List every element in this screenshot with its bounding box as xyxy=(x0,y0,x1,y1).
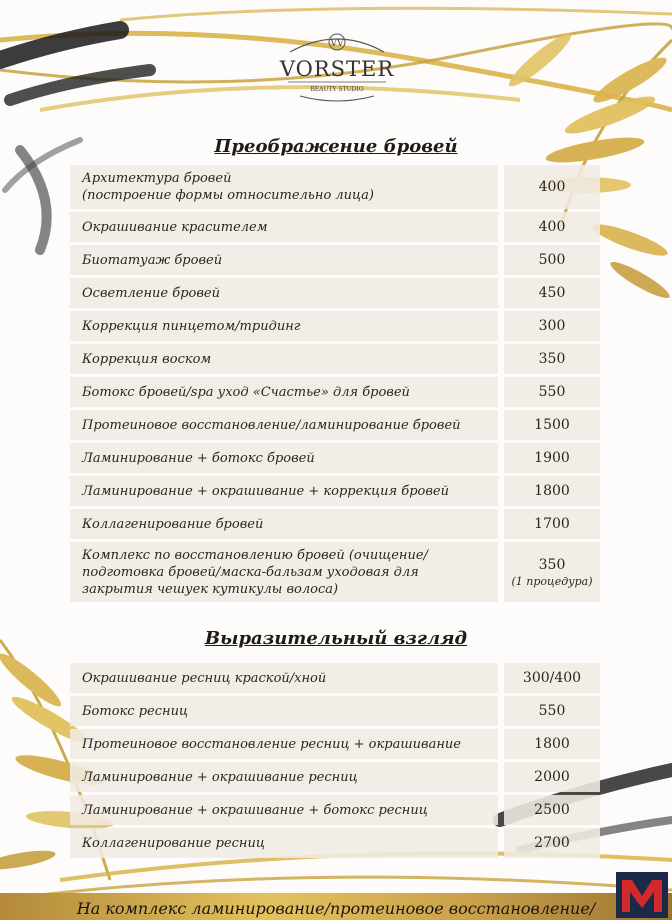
service-name: Осветление бровей xyxy=(70,278,498,308)
service-price-cell xyxy=(504,729,600,759)
price-row xyxy=(70,729,600,759)
service-name: Коррекция пинцетом/тридинг xyxy=(70,311,498,341)
service-price-cell xyxy=(504,663,600,693)
service-price-cell xyxy=(504,311,600,341)
service-price-cell xyxy=(504,476,600,506)
service-price-cell xyxy=(504,344,600,374)
price-row xyxy=(70,663,600,693)
price-row xyxy=(70,377,600,407)
price-row xyxy=(70,245,600,275)
service-price: 1900 xyxy=(534,450,570,466)
service-price-cell xyxy=(504,278,600,308)
price-row xyxy=(70,344,600,374)
service-name: Протеиновое восстановление ресниц + окрашивание xyxy=(70,729,498,759)
price-row xyxy=(70,509,600,539)
price-row xyxy=(70,795,600,825)
price-row xyxy=(70,476,600,506)
price-row xyxy=(70,311,600,341)
service-name: Комплекс по восстановлению бровей (очищение/ подготовка бровей/маска-бальзам уходовая для закрытия чешуек кутикулы волоса) xyxy=(70,542,498,602)
price-row xyxy=(70,212,600,242)
service-price-cell xyxy=(504,410,600,440)
service-price: 450 xyxy=(538,285,566,301)
service-price-cell xyxy=(504,245,600,275)
service-price: 2000 xyxy=(534,769,570,785)
service-price: 300 xyxy=(538,318,566,334)
service-price-cell xyxy=(504,443,600,473)
service-price-cell xyxy=(504,828,600,858)
service-price: 2500 xyxy=(534,802,570,818)
service-name: Окрашивание красителем xyxy=(70,212,498,242)
price-row xyxy=(70,443,600,473)
service-price: 350 xyxy=(538,351,566,367)
service-price-cell xyxy=(504,762,600,792)
service-price: 1700 xyxy=(534,516,570,532)
service-price: 400 xyxy=(538,219,566,235)
service-price-cell xyxy=(504,377,600,407)
service-price: 400 xyxy=(538,179,566,195)
price-row xyxy=(70,542,600,602)
service-price: 1500 xyxy=(534,417,570,433)
price-row xyxy=(70,410,600,440)
section-title-lashes: Выразительный взгляд xyxy=(204,628,468,649)
footer-text: На комплекс ламинирование/протеиновое восстановление/ xyxy=(76,899,596,918)
price-row xyxy=(70,828,600,858)
service-price: 1800 xyxy=(534,736,570,752)
service-price: 2700 xyxy=(534,835,570,851)
service-price-cell xyxy=(504,212,600,242)
service-name: Ламинирование + окрашивание + коррекция бровей xyxy=(70,476,498,506)
service-price: 350 xyxy=(538,556,566,573)
service-name: Коллагенирование ресниц xyxy=(70,828,498,858)
service-price: 500 xyxy=(538,252,566,268)
service-name: Коллагенирование бровей xyxy=(70,509,498,539)
service-name: Окрашивание ресниц краской/хной xyxy=(70,663,498,693)
service-price-cell xyxy=(504,542,600,602)
service-price-cell xyxy=(504,795,600,825)
service-price: 550 xyxy=(538,384,566,400)
brand-logo xyxy=(270,30,404,102)
service-name: Ламинирование + окрашивание ресниц xyxy=(70,762,498,792)
service-name: Ламинирование + ботокс бровей xyxy=(70,443,498,473)
service-name: Ламинирование + окрашивание + ботокс ресниц xyxy=(70,795,498,825)
service-name: Ботокс бровей/spa уход «Счастье» для бровей xyxy=(70,377,498,407)
logo-monogram: VV xyxy=(330,39,344,49)
service-price: 550 xyxy=(538,703,566,719)
service-price-cell xyxy=(504,165,600,209)
section-title-brows: Преображение бровей xyxy=(214,136,458,157)
footer-banner xyxy=(0,893,672,920)
service-price-cell xyxy=(504,696,600,726)
service-price: 1800 xyxy=(534,483,570,499)
service-name: Протеиновое восстановление/ламинирование бровей xyxy=(70,410,498,440)
price-note: (1 процедура) xyxy=(511,574,593,588)
logo-tagline: BEAUTY STUDIO xyxy=(310,86,364,93)
service-name: Архитектура бровей (построение формы относительно лица) xyxy=(70,165,498,209)
price-row xyxy=(70,278,600,308)
logo-name: VORSTER xyxy=(279,57,395,81)
price-row xyxy=(70,165,600,209)
m-corner-logo xyxy=(616,872,668,918)
price-row xyxy=(70,696,600,726)
service-name: Коррекция воском xyxy=(70,344,498,374)
service-name: Ботокс ресниц xyxy=(70,696,498,726)
service-name: Биотатуаж бровей xyxy=(70,245,498,275)
price-row xyxy=(70,762,600,792)
service-price-cell xyxy=(504,509,600,539)
service-price: 300/400 xyxy=(522,670,582,686)
